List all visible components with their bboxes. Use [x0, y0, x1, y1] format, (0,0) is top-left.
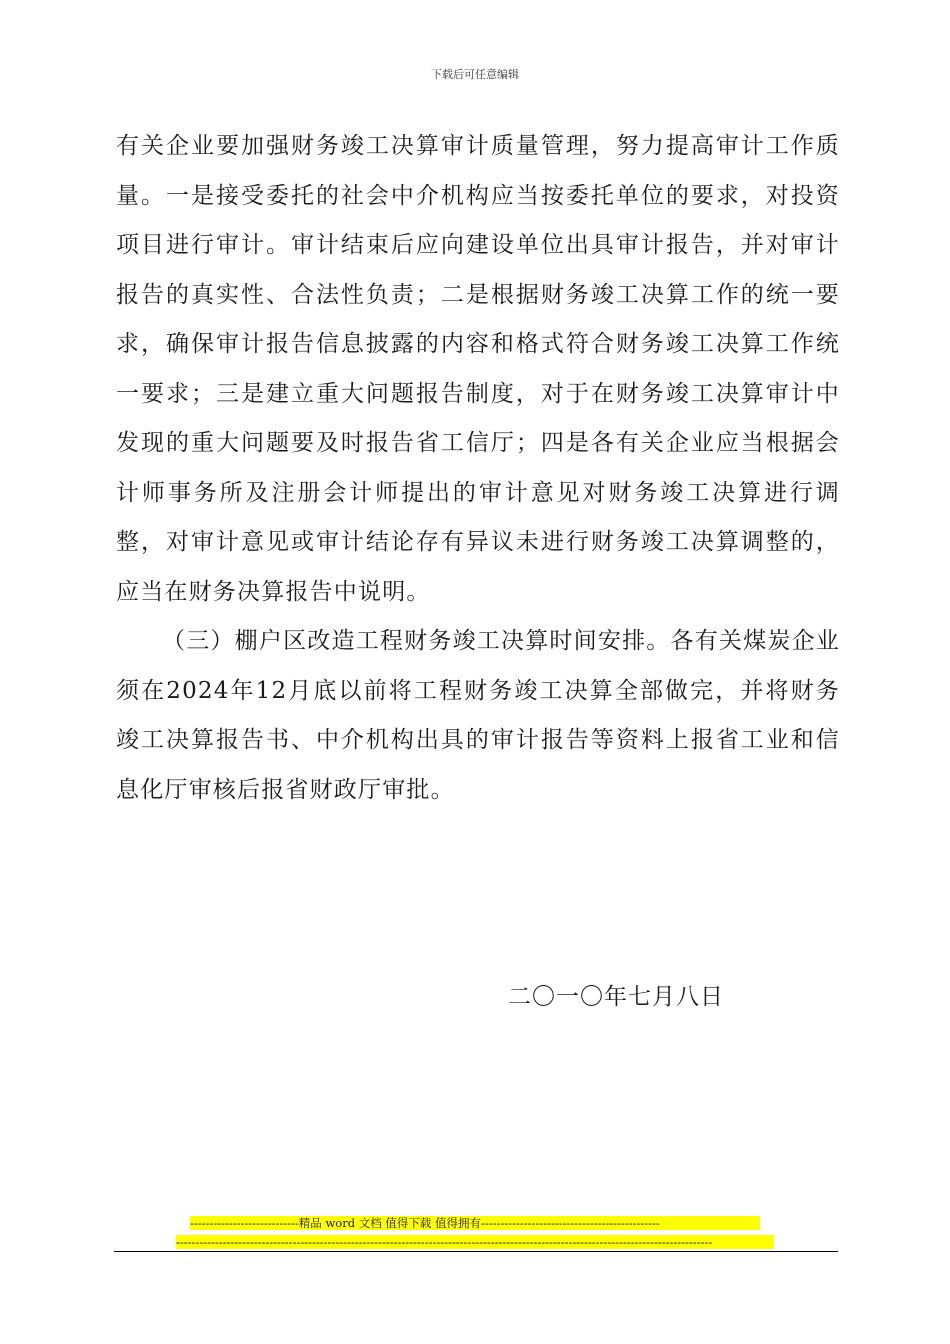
document-body — [116, 122, 840, 815]
body-paragraph: 有关企业要加强财务竣工决算审计质量管理，努力提高审计工作质量。一是接受委托的社会中介机构应当按委托单位的要求，对投资项目进行审计。审计结束后应向建设单位出具审计报告，并对审计报告的真实性、合法性负责；二是根据财务竣工决算工作的统一要求，确保审计报告信息披露的内容和格式符合财务竣工决算工作统一要求；三是建立重大问题报告制度，对于在财务竣工决算审计中发现的重大问题要及时报告省工信厅；四是各有关企业应当根据会计师事务所及注册会计师提出的审计意见对财务竣工决算进行调整，对审计意见或审计结论存有异议未进行财务竣工决算调整的，应当在财务决算报告中说明。 — [116, 133, 840, 605]
footer-divider — [114, 1251, 838, 1252]
signature-date: 二〇一〇年七月八日 — [508, 984, 724, 1010]
body-paragraph: （三）棚户区改造工程财务竣工决算时间安排。各有关煤炭企业须在2024年12月底以前将工程财务竣工决算全部做完，并将财务竣工决算报告书、中介机构出具的审计报告等资料上报省工业和信息化厅审核后报省财政厅审批。 — [116, 628, 840, 803]
page-header-note: 下载后可任意编辑 — [431, 68, 519, 81]
footer-banner-text: ----------------------------精品 word 文档 值得下载 值得拥有---------------------------------------------- — [190, 1216, 760, 1230]
footer-banner-dashes: ------------------------------------------------------------------------------------------------------------------------------------------ — [176, 1235, 774, 1249]
